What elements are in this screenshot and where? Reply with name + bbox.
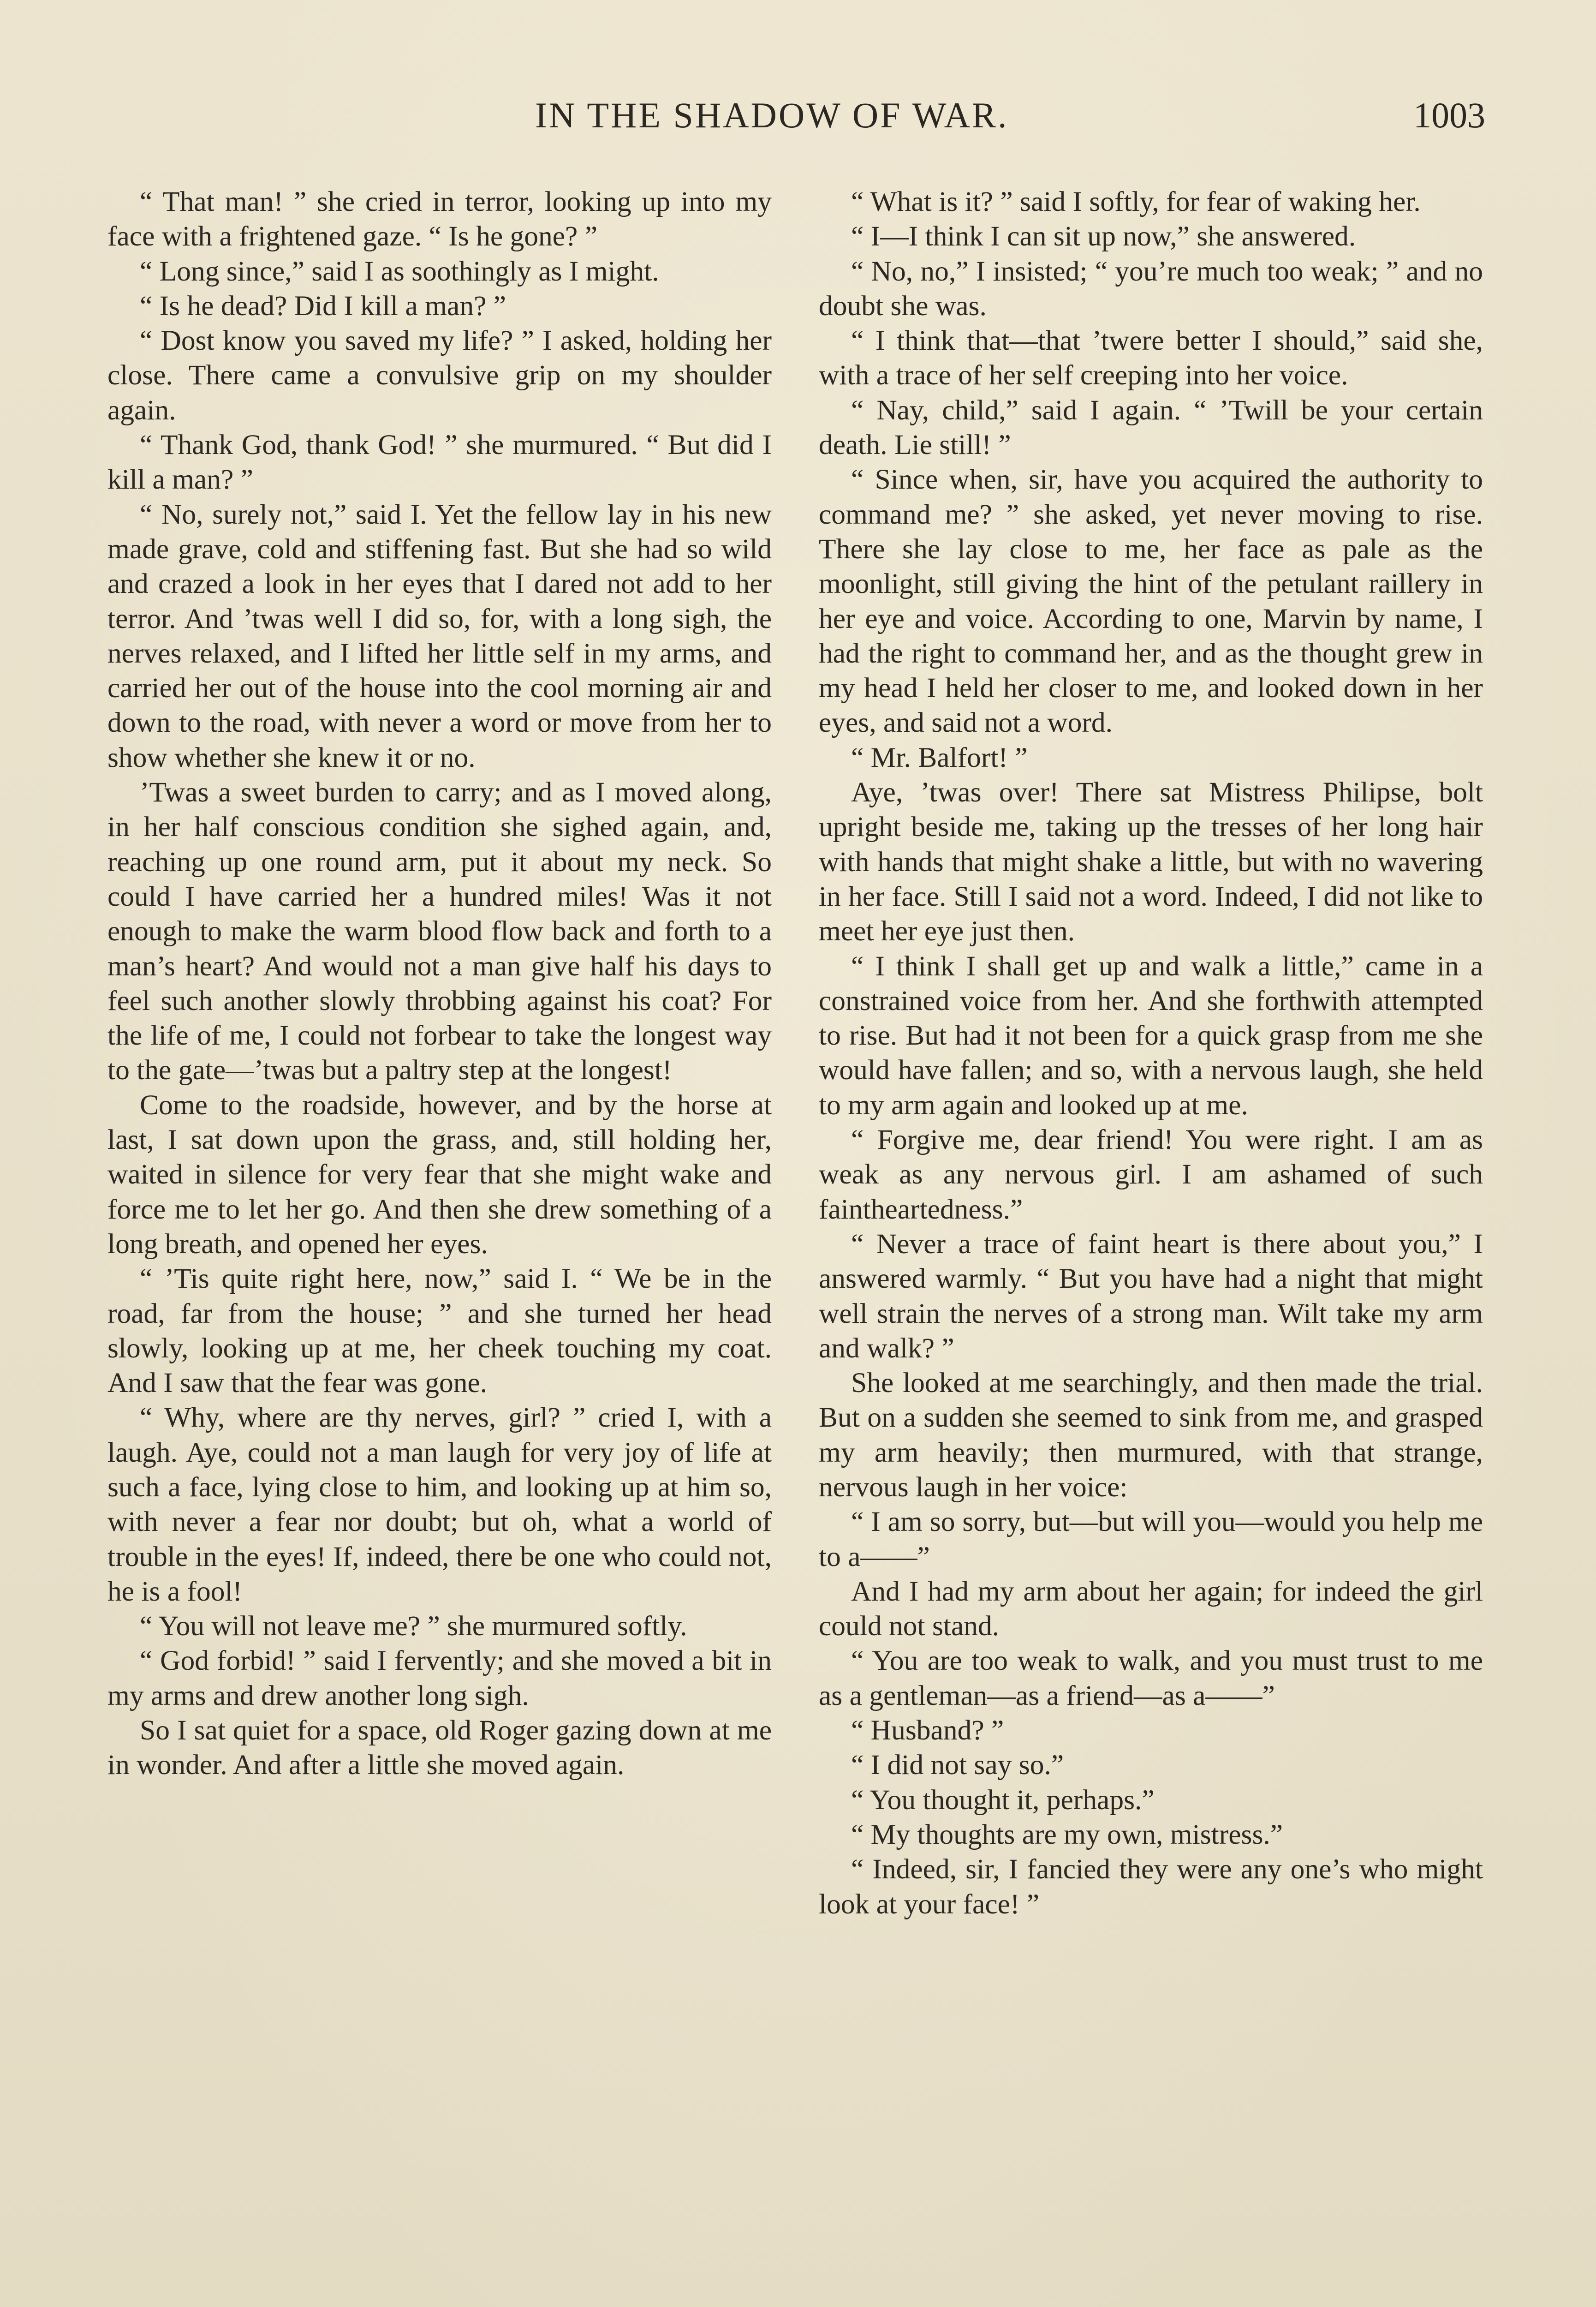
paragraph: “ I did not say so.” — [851, 1749, 1064, 1781]
right-column — [819, 185, 1483, 1922]
paragraph: And I had my arm about her again; for indeed the girl could not stand. — [819, 1575, 1483, 1642]
paragraph: “ Nay, child,” said I again. “ ’Twill be your certain death. Lie still! ” — [819, 394, 1483, 461]
paragraph: “ My thoughts are my own, mistress.” — [851, 1818, 1283, 1850]
paragraph: ’Twas a sweet burden to carry; and as I moved along, in her half conscious condition she sighed again, and, reaching up one round arm, put it about my neck. So could I have carried her a hundred miles! Was it not enough to make the warm blood flow back and forth to a man’s heart? And would not a man give half his days to feel such another slowly throbbing against his coat? For the life of me, I could not forbear to take the longest way to the gate—’twas but a paltry step at the longest! — [107, 777, 772, 1086]
paragraph: “ Since when, sir, have you acquired the authority to command me? ” she asked, yet never moving to rise. There she lay close to me, her face as pale as the moonlight, still giving the hint of the petulant raillery in her eye and voice. According to one, Marvin by name, I had the right to command her, and as the thought grew in my head I held her closer to me, and looked down in her eyes, and said not a word. — [819, 464, 1483, 739]
paragraph: “ I am so sorry, but—but will you—would you help me to a——” — [819, 1506, 1483, 1572]
paragraph: Come to the roadside, however, and by the horse at last, I sat down upon the grass, and, still holding her, waited in silence for very fear that she might wake and force me to let her go. And then she drew something of a long breath, and opened her eyes. — [107, 1089, 772, 1260]
paragraph: “ No, surely not,” said I. Yet the fellow lay in his new made grave, cold and stiffening fast. But she had so wild and crazed a look in her eyes that I dared not add to her terror. And ’twas well I did so, for, with a long sigh, the nerves relaxed, and I lifted her little self in my arms, and carried her out of the house into the cool morning air and down to the road, with never a word or move from her to show whether she knew it or no. — [107, 498, 772, 773]
paragraph: “ Mr. Balfort! ” — [851, 741, 1028, 773]
paragraph: “ Indeed, sir, I fancied they were any one’s who might look at your face! ” — [819, 1853, 1483, 1920]
paragraph: “ God forbid! ” said I fervently; and she moved a bit in my arms and drew another long sigh. — [107, 1645, 772, 1711]
paragraph: “ Thank God, thank God! ” she murmured. “ But did I kill a man? ” — [107, 429, 772, 496]
paragraph: “ You are too weak to walk, and you must trust to me as a gentleman—as a friend—as a——” — [819, 1645, 1483, 1711]
paragraph: “ Never a trace of faint heart is there about you,” I answered warmly. “ But you have had a night that might well strain the nerves of a strong man. Wilt take my arm and walk? ” — [819, 1228, 1483, 1364]
paragraph: “ Dost know you saved my life? ” I asked, holding her close. There came a convulsive grip on my shoulder again. — [107, 325, 772, 426]
paragraph: “ I—I think I can sit up now,” she answered. — [851, 221, 1356, 252]
paragraph: So I sat quiet for a space, old Roger gazing down at me in wonder. And after a little she moved again. — [107, 1715, 772, 1781]
paragraph: “ What is it? ” said I softly, for fear of waking her. — [851, 186, 1421, 217]
paragraph: She looked at me searchingly, and then made the trial. But on a sudden she seemed to sink from me, and grasped my arm heavily; then murmured, with that strange, nervous laugh in her voice: — [819, 1367, 1483, 1503]
left-column — [107, 185, 772, 1783]
paragraph: “ ’Tis quite right here, now,” said I. “ We be in the road, far from the house; ” and she turned her head slowly, looking up at me, her cheek touching my coat. And I saw that the fear was gone. — [107, 1263, 772, 1399]
paragraph: “ No, no,” I insisted; “ you’re much too weak; ” and no doubt she was. — [819, 255, 1483, 322]
paragraph: “ I think I shall get up and walk a little,” came in a constrained voice from her. And she forthwith attempted to rise. But had it not been for a quick grasp from me she would have fallen; and so, with a nervous laugh, she held to my arm again and looked up at me. — [819, 950, 1483, 1121]
page-number: 1003 — [1413, 95, 1485, 135]
page-header — [0, 95, 1596, 145]
paragraph: “ Husband? ” — [851, 1715, 1004, 1746]
paragraph: “ Is he dead? Did I kill a man? ” — [140, 290, 506, 322]
paragraph: “ Forgive me, dear friend! You were right. I am as weak as any nervous girl. I am ashamed of such faintheartedness.” — [819, 1124, 1483, 1225]
paragraph: “ I think that—that ’twere better I should,” said she, with a trace of her self creeping into her voice. — [819, 325, 1483, 391]
paragraph: “ Long since,” said I as soothingly as I might. — [140, 255, 659, 287]
paragraph: “ That man! ” she cried in terror, looking up into my face with a frightened gaze. “ Is he gone? ” — [107, 186, 772, 252]
running-title: IN THE SHADOW OF WAR. — [535, 95, 1009, 135]
paragraph: Aye, ’twas over! There sat Mistress Philipse, bolt upright beside me, taking up the tresses of her long hair with hands that might shake a little, but with no wavering in her face. Still I said not a word. Indeed, I did not like to meet her eye just then. — [819, 777, 1483, 947]
paragraph: “ You thought it, perhaps.” — [851, 1784, 1155, 1816]
paragraph: “ You will not leave me? ” she murmured softly. — [140, 1610, 687, 1642]
paragraph: “ Why, where are thy nerves, girl? ” cried I, with a laugh. Aye, could not a man laugh for very joy of life at such a face, lying close to him, and looking up at him so, with never a fear nor doubt; but oh, what a world of trouble in the eyes! If, indeed, there be one who could not, he is a fool! — [107, 1402, 772, 1607]
